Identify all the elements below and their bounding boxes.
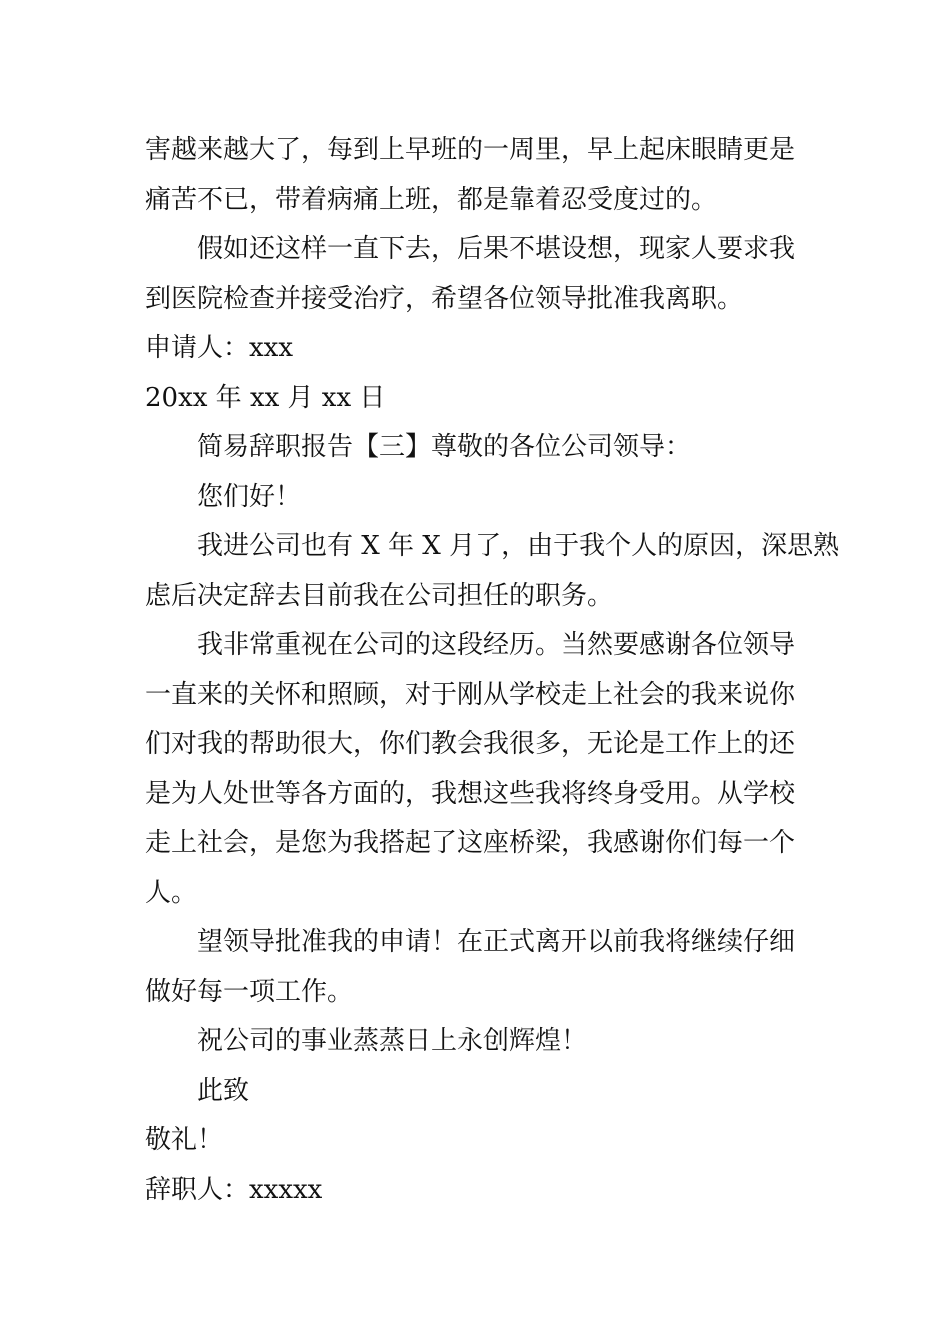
paragraph-line: 我进公司也有 X 年 X 月了，由于我个人的原因，深思熟 [197, 531, 840, 561]
paragraph-line: 是为人处世等各方面的，我想这些我将终身受用。从学校 [145, 778, 796, 809]
paragraph-line: 望领导批准我的申请！在正式离开以前我将继续仔细 [197, 927, 796, 957]
paragraph-line: 我非常重视在公司的这段经历。当然要感谢各位领导 [197, 630, 796, 660]
paragraph-line: 做好每一项工作。 [145, 976, 354, 1007]
paragraph-line: 痛苦不已，带着病痛上班，都是靠着忍受度过的。 [145, 184, 718, 215]
closing-wish: 祝公司的事业蒸蒸日上永创辉煌！ [197, 1026, 588, 1056]
greeting-line: 您们好！ [197, 481, 302, 512]
section-heading: 简易辞职报告【三】尊敬的各位公司领导： [197, 432, 692, 462]
document-body [145, 126, 840, 1215]
resigner-signature: 辞职人：xxxxx [145, 1174, 323, 1205]
paragraph-line: 人。 [145, 877, 198, 908]
paragraph-line: 们对我的帮助很大，你们教会我很多，无论是工作上的还 [145, 729, 796, 759]
paragraph-line: 假如还这样一直下去，后果不堪设想，现家人要求我 [197, 234, 796, 264]
paragraph-line: 害越来越大了，每到上早班的一周里，早上起床眼睛更是 [145, 135, 796, 165]
paragraph-line: 虑后决定辞去目前我在公司担任的职务。 [145, 580, 614, 611]
paragraph-line: 走上社会，是您为我搭起了这座桥梁，我感谢你们每一个 [145, 828, 796, 858]
paragraph-line: 一直来的关怀和照顾，对于刚从学校走上社会的我来说你 [145, 679, 796, 710]
closing-regards: 敬礼！ [145, 1125, 224, 1155]
paragraph-line: 到医院检查并接受治疗，希望各位领导批准我离职。 [145, 283, 744, 314]
applicant-signature: 申请人：xxx [145, 333, 293, 363]
date-line: 20xx 年 xx 月 xx 日 [145, 382, 386, 413]
closing-salutation: 此致 [197, 1075, 250, 1106]
